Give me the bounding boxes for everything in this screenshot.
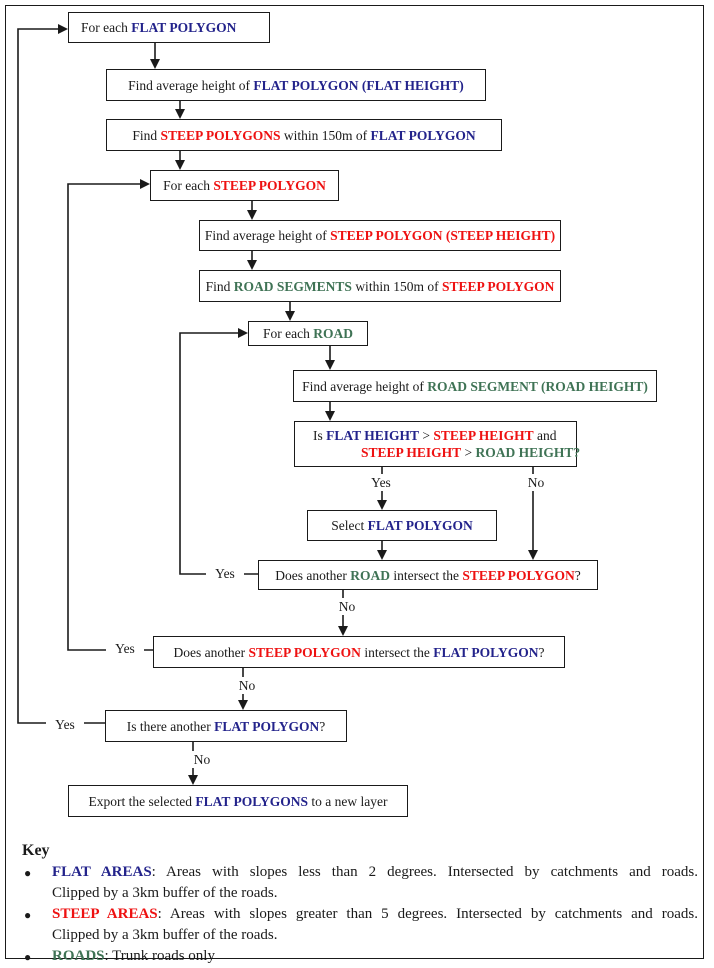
text-line: [294, 378, 656, 395]
step-for-each-flat-polygon: [68, 12, 270, 43]
text-line: [52, 925, 698, 946]
text-segment: Find average height of: [302, 378, 428, 394]
text-segment: Find average height of: [204, 228, 331, 243]
text-line: [107, 77, 485, 94]
text-segment: within 150m of: [280, 127, 371, 143]
step-find-road-segments: [199, 270, 561, 302]
text-segment: Select: [331, 518, 368, 533]
text-segment: Does another: [275, 567, 351, 583]
decision-height-comparison: [294, 421, 581, 467]
text-line: [106, 718, 346, 735]
branch-label-no: No: [229, 677, 265, 694]
step-find-flat-height: [106, 69, 486, 101]
text-line: [52, 862, 698, 883]
text-segment: Clipped by a 3km buffer of the roads.: [52, 885, 278, 901]
text-segment: >: [461, 445, 476, 460]
branch-label-no: No: [518, 474, 554, 491]
text-segment: : Areas with slopes greater than 5 degrees. Intersected by catchments and roads.: [157, 906, 698, 922]
text-segment: ROAD SEGMENTS: [233, 278, 352, 294]
text-segment: FLAT AREAS: [52, 864, 152, 880]
branch-label-no: No: [329, 598, 365, 615]
text-segment: STEEP AREAS: [52, 906, 158, 922]
text-segment: FLAT POLYGON (FLAT HEIGHT): [253, 77, 464, 93]
key-item-text: [52, 862, 698, 904]
text-line: [154, 644, 564, 661]
bullet-icon: ●: [24, 866, 32, 880]
text-segment: STEEP POLYGON (STEEP HEIGHT): [330, 228, 556, 243]
text-line: [69, 793, 407, 810]
text-segment: ?: [538, 644, 545, 660]
text-line: [200, 278, 560, 295]
text-segment: FLAT POLYGON: [433, 644, 539, 660]
text-line: [295, 427, 576, 444]
key-section: [22, 841, 698, 967]
text-segment: Is there another: [126, 718, 215, 734]
text-line: [52, 904, 698, 925]
text-segment: Clipped by a 3km buffer of the roads.: [52, 927, 278, 943]
text-segment: Is: [313, 428, 327, 443]
key-title: Key: [22, 842, 50, 859]
text-segment: : Areas with slopes less than 2 degrees. Intersected by catchments and roads.: [151, 864, 699, 880]
key-item-flat-areas: [22, 862, 698, 904]
branch-label-yes: Yes: [363, 474, 399, 491]
text-segment: For each: [263, 326, 314, 341]
text-segment: >: [419, 428, 434, 443]
text-segment: ROAD HEIGHT?: [475, 445, 581, 460]
text-segment: FLAT POLYGON: [131, 20, 237, 35]
step-find-steep-polygons: [106, 119, 502, 151]
text-line: [69, 19, 269, 36]
text-segment: Find average height of: [128, 77, 254, 93]
text-segment: STEEP POLYGON: [248, 644, 361, 660]
text-segment: Find: [205, 278, 234, 294]
decision-another-flat-polygon: [105, 710, 347, 742]
bullet-icon: ●: [24, 908, 32, 922]
step-export-flat-polygons: [68, 785, 408, 817]
text-segment: STEEP HEIGHT: [361, 445, 462, 460]
text-segment: intersect the: [360, 644, 434, 660]
text-segment: within 150m of: [351, 278, 442, 294]
text-segment: ?: [319, 718, 326, 734]
branch-label-yes: Yes: [106, 640, 144, 657]
text-segment: ROAD: [313, 326, 353, 341]
text-segment: FLAT POLYGON: [214, 718, 320, 734]
decision-another-road: [258, 560, 598, 590]
text-segment: STEEP HEIGHT: [433, 428, 534, 443]
step-find-steep-height: [199, 220, 561, 251]
text-segment: Export the selected: [88, 793, 196, 809]
text-line: [200, 227, 560, 244]
text-line: [249, 325, 367, 342]
text-line: [52, 883, 698, 904]
text-segment: FLAT HEIGHT: [326, 428, 420, 443]
text-segment: For each: [81, 20, 132, 35]
text-segment: STEEP POLYGON: [462, 567, 575, 583]
text-line: [151, 177, 338, 194]
text-line: [107, 127, 501, 144]
text-segment: and: [533, 428, 557, 443]
text-line: [52, 946, 698, 967]
text-line: [295, 444, 581, 461]
text-segment: ROADS: [52, 948, 105, 964]
step-for-each-road: [248, 321, 368, 346]
text-segment: intersect the: [389, 567, 463, 583]
key-item-text: [52, 904, 698, 946]
text-segment: FLAT POLYGONS: [195, 793, 309, 809]
text-segment: ROAD: [350, 567, 390, 583]
step-find-road-height: [293, 370, 657, 402]
step-for-each-steep-polygon: [150, 170, 339, 201]
text-segment: Find: [132, 127, 161, 143]
text-segment: to a new layer: [308, 793, 388, 809]
step-select-flat-polygon: [307, 510, 497, 541]
text-segment: For each: [163, 178, 214, 193]
text-segment: FLAT POLYGON: [367, 518, 473, 533]
text-segment: STEEP POLYGON: [213, 178, 326, 193]
branch-label-yes: Yes: [46, 716, 84, 733]
branch-label-no: No: [184, 751, 220, 768]
text-segment: FLAT POLYGON: [370, 127, 476, 143]
text-segment: STEEP POLYGONS: [160, 127, 281, 143]
bullet-icon: ●: [24, 950, 32, 964]
text-line: [259, 567, 597, 584]
text-segment: Does another: [173, 644, 249, 660]
text-segment: STEEP POLYGON: [441, 278, 555, 294]
text-segment: ROAD SEGMENT (ROAD HEIGHT): [427, 378, 648, 394]
text-segment: ?: [574, 567, 581, 583]
text-segment: : Trunk roads only: [104, 948, 215, 964]
key-item-roads: [22, 946, 698, 967]
key-item-text: [52, 946, 698, 967]
branch-label-yes: Yes: [206, 565, 244, 582]
key-item-steep-areas: [22, 904, 698, 946]
decision-another-steep-polygon: [153, 636, 565, 668]
text-line: [308, 517, 496, 534]
